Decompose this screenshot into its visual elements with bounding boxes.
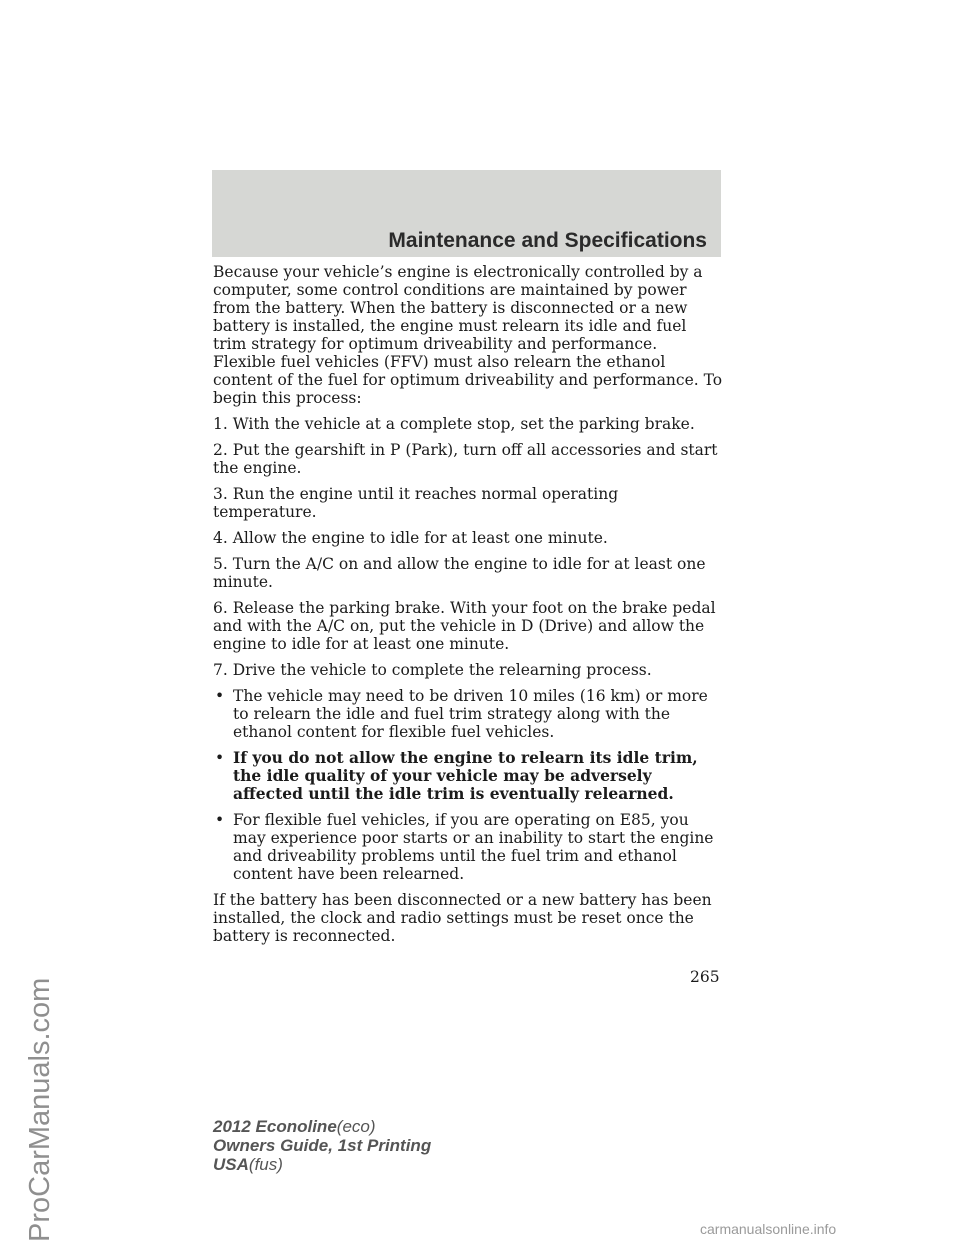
intro-paragraph: Because your vehicle’s engine is electronically controlled by a computer, some control conditions are maintained by power from the battery. When the battery is disconnected or a new battery is installed, the engine must relearn its idle and fuel trim strategy for optimum driveability and performance. Flexible fuel vehicles (FFV) must also relearn the ethanol content of the fuel for optimum driveability and performance. To begin this process: xyxy=(213,263,723,407)
step-2: 2. Put the gearshift in P (Park), turn off all accessories and start the engine. xyxy=(213,441,718,477)
vertical-watermark: ProCarManuals.com xyxy=(24,977,56,1242)
section-header-band xyxy=(212,170,721,257)
page-body xyxy=(213,263,723,953)
closing-paragraph: If the battery has been disconnected or a new battery has been installed, the clock and radio settings must be reset once the battery is reconnected. xyxy=(213,891,712,945)
bullet-item-e85 xyxy=(213,811,723,883)
bullet-item-idle-trim-warning xyxy=(213,749,723,803)
bullet-icon: • xyxy=(215,811,225,829)
footer-market-code: (fus) xyxy=(248,1155,283,1174)
step-4: 4. Allow the engine to idle for at least one minute. xyxy=(213,529,608,547)
bullet-text: If you do not allow the engine to relearn its idle trim, the idle quality of your vehicle may be adversely affected until the idle trim is eventually relearned. xyxy=(233,748,698,803)
footer-guide-edition: Owners Guide, 1st Printing xyxy=(213,1136,432,1155)
step-6: 6. Release the parking brake. With your foot on the brake pedal and with the A/C on, put the vehicle in D (Drive) and allow the engine to idle for at least one minute. xyxy=(213,599,716,653)
footer-model: 2012 Econoline xyxy=(213,1117,337,1136)
step-5: 5. Turn the A/C on and allow the engine to idle for at least one minute. xyxy=(213,555,706,591)
footer-market: USA xyxy=(213,1155,249,1174)
bullet-text: For flexible fuel vehicles, if you are operating on E85, you may experience poor starts or an inability to start the engine and driveability problems until the fuel trim and ethanol content have been relearned. xyxy=(233,811,714,883)
footer-model-code: (eco) xyxy=(336,1117,376,1136)
section-title: Maintenance and Specifications xyxy=(388,229,707,252)
bullet-item-driving-distance xyxy=(213,687,723,741)
step-7: 7. Drive the vehicle to complete the relearning process. xyxy=(213,661,652,679)
page-number: 265 xyxy=(690,968,720,986)
bullet-text: The vehicle may need to be driven 10 miles (16 km) or more to relearn the idle and fuel trim strategy along with the ethanol content for flexible fuel vehicles. xyxy=(233,687,708,741)
footer-line-1 xyxy=(213,1117,431,1136)
site-watermark: carmanualsonline.info xyxy=(700,1221,837,1237)
bullet-icon: • xyxy=(215,687,225,705)
document-footer xyxy=(213,1117,431,1174)
footer-line-3 xyxy=(213,1155,431,1174)
footer-line-2 xyxy=(213,1136,431,1155)
step-1: 1. With the vehicle at a complete stop, set the parking brake. xyxy=(213,415,695,433)
bullet-icon: • xyxy=(215,749,225,767)
step-3: 3. Run the engine until it reaches normal operating temperature. xyxy=(213,485,619,521)
